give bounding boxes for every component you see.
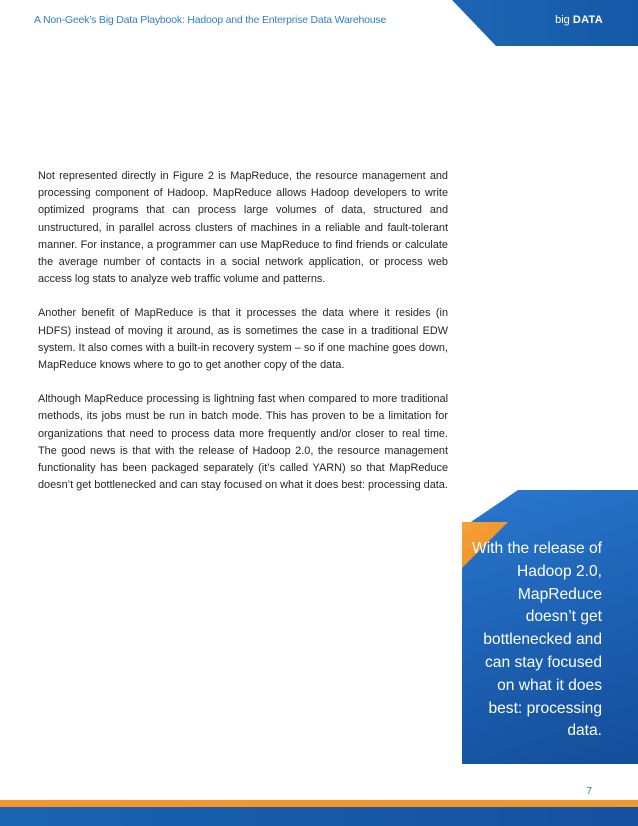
footer-orange-stripe — [0, 800, 638, 807]
brand-logo — [555, 14, 603, 26]
header-brand-band — [452, 0, 638, 46]
footer-blue-band — [0, 807, 638, 826]
document-header-title: A Non-Geek’s Big Data Playbook: Hadoop and the Enterprise Data Warehouse — [34, 14, 387, 26]
body-paragraph: Another benefit of MapReduce is that it processes the data where it resides (in HDFS) instead of moving it around, as is sometimes the case in a traditional EDW system. It also comes with a built-in recovery system – so if one machine goes down, MapReduce knows where to go to get another copy of the data. — [38, 307, 448, 372]
brand-strong: DATA — [572, 14, 603, 26]
body-paragraph: Not represented directly in Figure 2 is MapReduce, the resource management and processing component of Hadoop. MapReduce allows Hadoop developers to write optimized programs that can process large volumes of data, structured and unstructured, in parallel across clusters of machines in a reliable and fault-tolerant manner. For instance, a programmer can use MapReduce to find friends or calculate the average number of contacts in a social network application, or process web access log stats to analyze web traffic volume and patterns. — [38, 170, 448, 286]
pull-quote-text: With the release of Hadoop 2.0, MapReduce doesn’t get bottlenecked and can stay focused on what it does best: processing data. — [471, 540, 602, 740]
page-number: 7 — [586, 786, 592, 797]
brand-prefix: big — [555, 14, 570, 26]
body-paragraph: Although MapReduce processing is lightning fast when compared to more traditional methods, its jobs must be run in batch mode. This has proven to be a limitation for organizations that need to process data more frequently and/or closer to real time. The good news is that with the release of Hadoop 2.0, the resource management functionality has been packaged separately (it’s called YARN) so that MapReduce doesn’t get bottlenecked and can stay focused on what it does best: processing data. — [38, 393, 448, 492]
body-text — [38, 168, 448, 511]
